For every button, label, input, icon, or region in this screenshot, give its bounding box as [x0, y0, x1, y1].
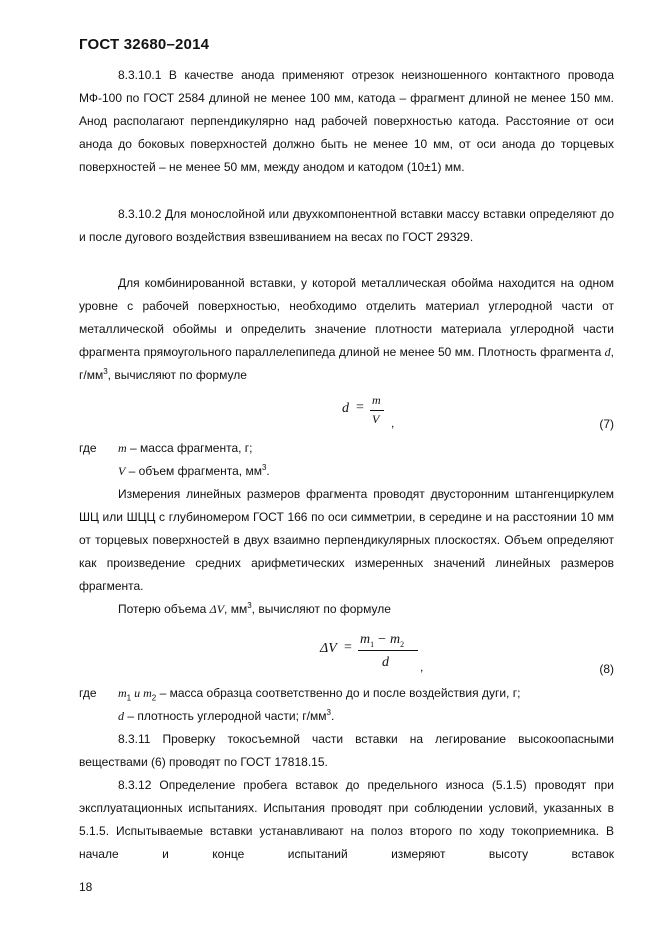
density-unit: , г/мм	[79, 345, 614, 382]
formula-8-comma: ,	[420, 660, 424, 674]
formula-8-fraction-bar	[358, 650, 418, 651]
density-unit-exponent: 3	[103, 367, 108, 376]
volume-description: – объем фрагмента, мм	[125, 464, 262, 478]
where-8-density	[118, 705, 334, 728]
formula-7-number: (7)	[599, 417, 614, 431]
document-header-title: ГОСТ 32680–2014	[79, 36, 210, 53]
where-label-8: где	[79, 686, 97, 700]
paragraph-combined-insert	[79, 272, 614, 387]
page-number: 18	[79, 880, 93, 894]
formula-7-fraction-bar	[370, 410, 384, 411]
formula-7-numerator: m	[372, 393, 381, 407]
formula-8-minus: −	[378, 632, 387, 647]
paragraph-8-3-10-1: 8.3.10.1 В качестве анода применяют отрезок неизношенного контактного провода МФ-100 по ГОСТ 2584 длиной не менее 100 мм, катода – фрагмент длиной не менее 150 мм. Анод располагают перпендикулярно над рабочей поверхностью катода. Расстояние от оси анода до боковых поверхностей должно быть не менее 10 мм, от оси анода до торцевых поверхностей – не менее 50 мм, между анодом и катодом (10±1) мм.	[79, 68, 614, 174]
formula-7-equals: =	[356, 400, 364, 415]
where-7-mass	[118, 437, 253, 460]
formula-8-lhs: ΔV	[320, 641, 337, 656]
paragraph-8-3-11: 8.3.11 Проверку токосъемной части вставки на легирование высокоопасными веществами (6) проводят по ГОСТ 17818.15.	[79, 732, 614, 769]
formula-7-denominator: V	[372, 412, 380, 426]
and-word: и	[131, 686, 144, 700]
density-variable: d	[118, 709, 124, 723]
mass-2-variable: m	[143, 686, 152, 700]
formula-8-m1-sub: 1	[370, 639, 375, 649]
mass-1-subscript: 1	[126, 693, 132, 703]
volume-unit-exponent: 3	[261, 463, 267, 472]
volume-end: .	[266, 464, 270, 478]
volume-loss-unit-exponent: 3	[247, 601, 252, 610]
paragraph-8-3-12: 8.3.12 Определение пробега вставок до предельного износа (5.1.5) проводят при эксплуатационных испытаниях. Испытания проводят при соблюдении условий, указанных в 5.1.5. Испытываемые вставки устанавливают на полоз второго по ходу токоприемника. В начале и конце испытаний измеряют высоту вставок	[79, 778, 614, 861]
density-end: .	[330, 709, 335, 723]
formula-8-number: (8)	[599, 662, 614, 676]
mass-variable: m	[118, 441, 127, 455]
paragraph-volume-loss	[79, 598, 614, 621]
volume-variable: V	[118, 464, 126, 478]
density-variable: d	[604, 345, 611, 359]
formula-8-m2: m	[390, 632, 401, 647]
density-description: – плотность углеродной части; г/мм	[124, 709, 327, 723]
mass-description: – масса образца соответственно до и после воздействия дуги, г;	[156, 686, 521, 700]
density-unit-exponent: 3	[326, 708, 331, 717]
where-7-volume	[118, 460, 270, 483]
mass-1-variable: m	[118, 686, 127, 700]
paragraph-measurements: Измерения линейных размеров фрагмента проводят двусторонним штангенциркулем ШЦ или ШЦЦ с глубиномером ГОСТ 166 по оси симметрии, в середине и на расстоянии 10 мм от торцевых поверхностей в двух взаимно перпендикулярных плоскостях. Объем определяют как произведение средних арифметических измеренных значений линейных размеров фрагмента.	[79, 487, 614, 593]
paragraph-head: Потерю объема	[118, 602, 210, 616]
volume-loss-variable: ΔV	[209, 602, 225, 616]
where-label-7: где	[79, 441, 97, 455]
formula-8-denominator: d	[382, 655, 389, 670]
where-8-mass	[118, 682, 520, 705]
formula-7-lhs: d	[342, 401, 349, 416]
formula-8-m1: m	[360, 632, 371, 647]
paragraph-8-3-10-2: 8.3.10.2 Для монослойной или двухкомпонентной вставки массу вставки определяют до и после дугового воздействия взвешиванием на весах по ГОСТ 29329.	[79, 207, 614, 244]
paragraph-tail: , вычисляют по формуле	[107, 368, 247, 382]
formula-8-numerator	[360, 630, 404, 648]
formula-8-equals: =	[344, 640, 352, 655]
formula-7-comma: ,	[391, 416, 395, 430]
mass-description: – масса фрагмента, г;	[126, 441, 253, 455]
mass-2-subscript: 2	[151, 693, 157, 703]
volume-loss-unit: , мм	[224, 602, 248, 616]
paragraph-text: Для комбинированной вставки, у которой металлическая обойма находится на одном уровне с рабочей поверхностью, необходимо отделить материал углеродной части от металлической обоймы и определить значение плотности материала углеродной части фрагмента прямоугольного параллелепипеда длиной не менее 50 мм. Плотность фрагмента	[79, 276, 614, 359]
formula-8-m2-sub: 2	[400, 639, 405, 649]
paragraph-tail: , вычисляют по формуле	[251, 602, 391, 616]
